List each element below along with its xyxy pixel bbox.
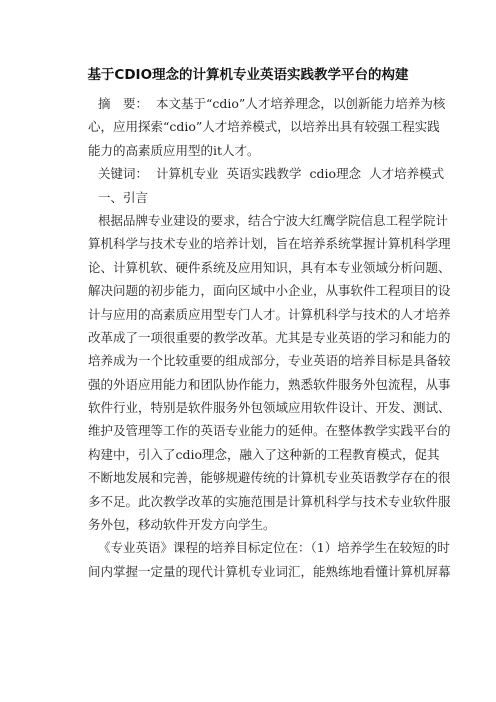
paragraph-line: 不断地发展和完善，能够规避传统的计算机专业英语教学存在的很 <box>88 470 451 486</box>
paragraph-line: 培养成为一个比较重要的组成部分，专业英语的培养目标是具备较 <box>88 353 451 369</box>
paragraph-line: 计与应用的高素质应用型专门人才。计算机科学与技术的人才培养 <box>88 306 451 322</box>
keywords-label: 关键词： <box>98 166 149 182</box>
paragraph-line: 维护及管理等工作的英语专业能力的延伸。在整体教学实践平台的 <box>88 423 451 439</box>
keyword-item: 计算机专业 <box>156 166 219 182</box>
paragraph-line: 间内掌握一定量的现代计算机专业词汇，能熟练地看懂计算机屏幕 <box>88 563 451 579</box>
section-heading-text: 一、引言 <box>98 189 149 205</box>
keyword-item: 英语实践教学 <box>226 166 302 182</box>
paragraph-line: 算机科学与技术专业的培养计划，旨在培养系统掌握计算机科学理 <box>88 236 451 252</box>
paragraph-text: 根据品牌专业建设的要求，结合宁波大红鹰学院信息工程学院计 <box>98 212 449 228</box>
abstract-label: 摘 要： <box>98 96 149 111</box>
abstract-line-2: 心，应用探索“cdio”人才培养模式，以培养出具有较强工程实践 <box>88 119 440 135</box>
section-heading <box>88 186 410 209</box>
document-title: 基于CDIO理念的计算机专业英语实践教学平台的构建 <box>87 67 409 83</box>
paragraph-text: 《专业英语》课程的培养目标定位在：（1）培养学生在较短的时 <box>98 540 450 556</box>
keyword-item: 人才培养模式 <box>369 166 445 182</box>
paragraph-line: 多不足。此次教学改革的实施范围是计算机科学与技术专业软件服 <box>88 493 451 509</box>
abstract-line-3: 能力的高素质应用型的it人才。 <box>88 142 260 158</box>
paragraph-line: 强的外语应用能力和团队协作能力，熟悉软件服务外包流程，从事 <box>88 376 451 392</box>
abstract-line-1 <box>88 92 446 115</box>
paragraph-line: 解决问题的初步能力，面向区域中小企业，从事软件工程项目的设 <box>88 283 451 299</box>
paragraph-line: 构建中，引入了cdio理念，融入了这种新的工程教育模式，促其 <box>88 446 440 462</box>
abstract-text-1: 本文基于“cdio”人才培养理念，以创新能力培养为核 <box>156 96 446 111</box>
keywords-line <box>88 162 445 185</box>
keyword-item: cdio理念 <box>309 166 362 182</box>
paragraph-line: 改革成了一项很重要的教学改革。尤其是专业英语的学习和能力的 <box>88 329 451 345</box>
paragraph-line <box>88 209 449 232</box>
paragraph-line: 务外包，移动软件开发方向学生。 <box>88 517 276 533</box>
paragraph-line: 论、计算机软、硬件系统及应用知识，具有本专业领域分析问题、 <box>88 259 451 275</box>
paragraph-line <box>88 536 450 559</box>
document-body <box>88 92 451 583</box>
paragraph-line: 软件行业，特别是软件服务外包领域应用软件设计、开发、测试、 <box>88 400 451 416</box>
